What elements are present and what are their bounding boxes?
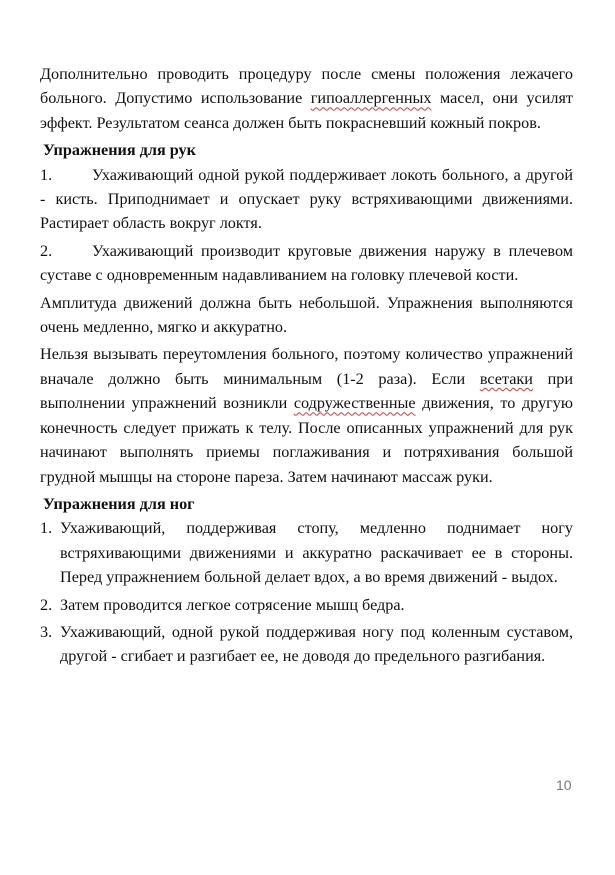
list-number: 2.: [40, 595, 53, 614]
document-page: [40, 62, 573, 669]
legs-heading: Упражнения для ног: [43, 494, 195, 513]
list-number: 1.: [40, 519, 53, 538]
arms-heading: Упражнения для рук: [43, 141, 196, 160]
spellcheck-word[interactable]: содружественные: [293, 394, 416, 413]
list-number: 2.: [40, 241, 53, 260]
list-number: 3.: [40, 622, 53, 641]
legs-item-2: 2. Затем проводится легкое сотрясение мышц бедра.: [40, 593, 573, 617]
spellcheck-word[interactable]: всетаки: [479, 369, 533, 388]
amplitude-paragraph: Амплитуда движений должна быть небольшой. Упражнения выполняются очень медленно, мягко и аккуратно.: [40, 293, 573, 337]
legs-item-1: 1. Ухаживающий, поддерживая стопу, медленно поднимает ногу встряхивающими движениями и аккуратно раскачивает ее в стороны. Перед упражнением больной делает вдох, а во время движений - выдох.: [40, 516, 573, 589]
arms-item-2: 2. Ухаживающий производит круговые движения наружу в плечевом суставе с одновременным надавливанием на головку плечевой кости.: [40, 239, 573, 288]
spellcheck-word[interactable]: гипоаллергенных: [310, 89, 432, 108]
arms-item-1: 1. Ухаживающий одной рукой поддерживает локоть больного, а другой - кисть. Приподнимает и опускает руку встряхивающими движениями. Растирает область вокруг локтя.: [40, 163, 573, 236]
list-number: 1.: [40, 165, 53, 184]
warning-paragraph: Нельзя вызывать переутомления больного, поэтому количество упражнений вначале должно быть минимальным (1-2 раза). Если всетаки при выполнении упражнений возникли содружественные движения, то другую конечность следует прижать к телу. После описанных упражнений для рук начинают выполнять приемы поглаживания и потряхивания большой грудной мышцы на стороне пареза. Затем начинают массаж руки.: [40, 345, 574, 486]
page-number: 10: [556, 777, 572, 793]
intro-paragraph: Дополнительно проводить процедуру после смены положения лежачего больного. Допустимо использование гипоаллергенных масел, они усилят эффект. Результатом сеанса должен быть покрасневший кожный покров.: [40, 65, 573, 132]
legs-item-3: 3. Ухаживающий, одной рукой поддерживая ногу под коленным суставом, другой - сгибает и разгибает ее, не доводя до предельного разгибания.: [40, 620, 573, 669]
